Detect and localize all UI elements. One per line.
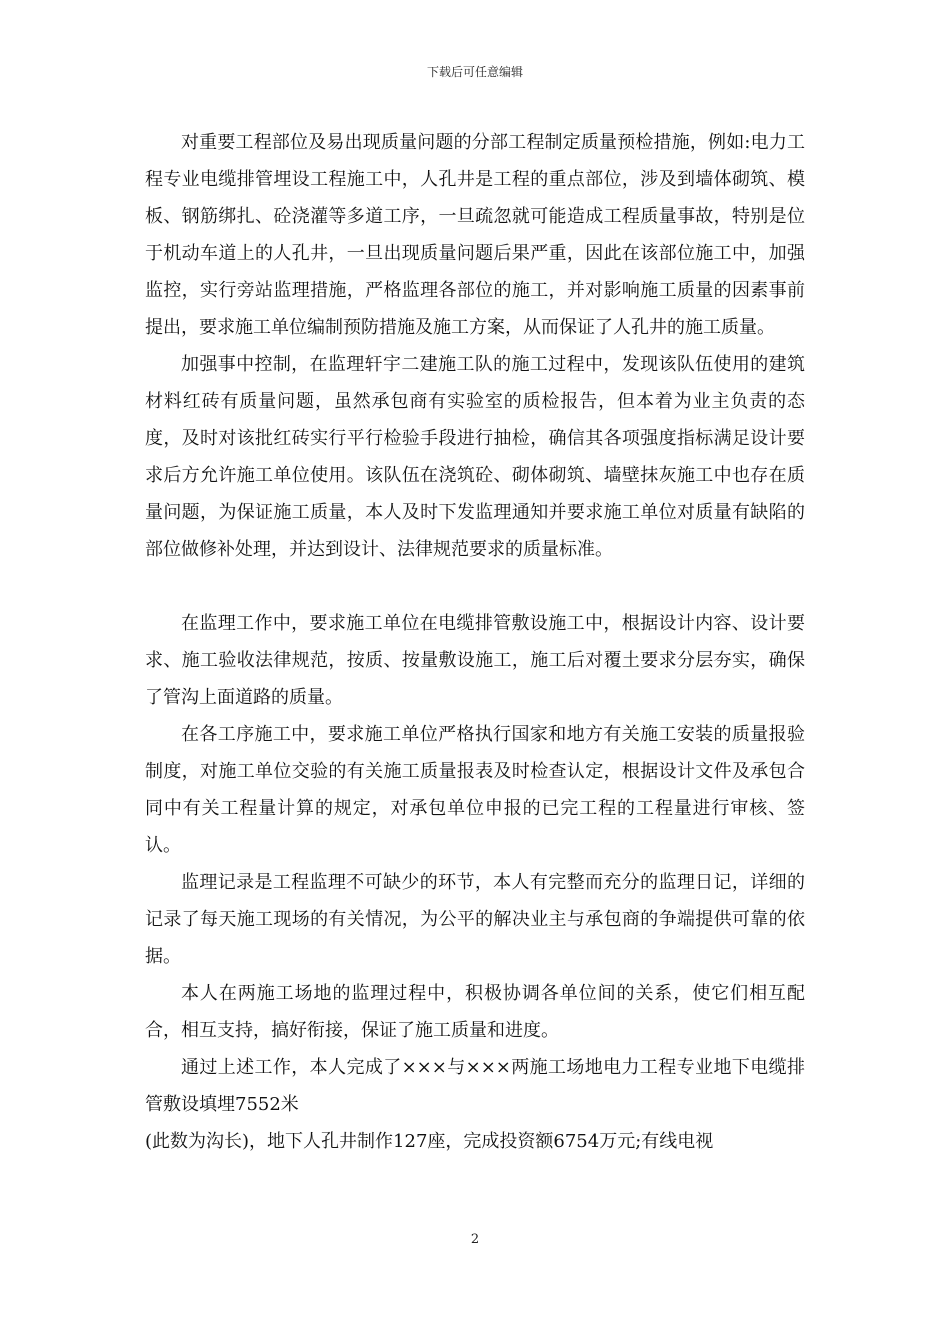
document-body <box>145 124 805 1160</box>
paragraph-coordination: 本人在两施工场地的监理过程中，积极协调各单位间的关系，使它们相互配合，相互支持，搞好衔接，保证了施工质量和进度。 <box>145 983 805 1041</box>
page-header: 下载后可任意编辑 <box>426 65 523 79</box>
paragraph-gap <box>145 568 805 605</box>
paragraph-work-summary-continued: (此数为沟长)，地下人孔井制作127座，完成投资额6754万元;有线电视 <box>145 1131 714 1152</box>
paragraph-work-summary: 通过上述工作，本人完成了×××与×××两施工场地电力工程专业地下电缆排管敷设填埋7552米 <box>145 1057 805 1115</box>
paragraph-cable-conduit: 在监理工作中，要求施工单位在电缆排管敷设施工中，根据设计内容、设计要求、施工验收法律规范，按质、按量敷设施工，施工后对覆土要求分层夯实，确保了管沟上面道路的质量。 <box>145 613 805 708</box>
paragraph-in-process-control: 加强事中控制，在监理轩宇二建施工队的施工过程中，发现该队伍使用的建筑材料红砖有质量问题，虽然承包商有实验室的质检报告，但本着为业主负责的态度，及时对该批红砖实行平行检验手段进行抽检，确信其各项强度指标满足设计要求后方允许施工单位使用。该队伍在浇筑砼、砌体砌筑、墙壁抹灰施工中也存在质量问题，为保证施工质量，本人及时下发监理通知并要求施工单位对质量有缺陷的部位做修补处理，并达到设计、法律规范要求的质量标准。 <box>145 354 805 560</box>
paragraph-quality-precheck: 对重要工程部位及易出现质量问题的分部工程制定质量预检措施，例如:电力工程专业电缆排管埋设工程施工中，人孔井是工程的重点部位，涉及到墙体砌筑、模板、钢筋绑扎、砼浇灌等多道工序，一旦疏忽就可能造成工程质量事故，特别是位于机动车道上的人孔井，一旦出现质量问题后果严重，因此在该部位施工中，加强监控，实行旁站监理措施，严格监理各部位的施工，并对影响施工质量的因素事前提出，要求施工单位编制预防措施及施工方案，从而保证了人孔井的施工质量。 <box>145 132 805 338</box>
page-number: 2 <box>470 1232 480 1247</box>
paragraph-supervision-records: 监理记录是工程监理不可缺少的环节，本人有完整而充分的监理日记，详细的记录了每天施工现场的有关情况，为公平的解决业主与承包商的争端提供可靠的依据。 <box>145 872 805 967</box>
paragraph-inspection-system: 在各工序施工中，要求施工单位严格执行国家和地方有关施工安装的质量报验制度，对施工单位交验的有关施工质量报表及时检查认定，根据设计文件及承包合同中有关工程量计算的规定，对承包单位申报的已完工程的工程量进行审核、签认。 <box>145 724 805 856</box>
